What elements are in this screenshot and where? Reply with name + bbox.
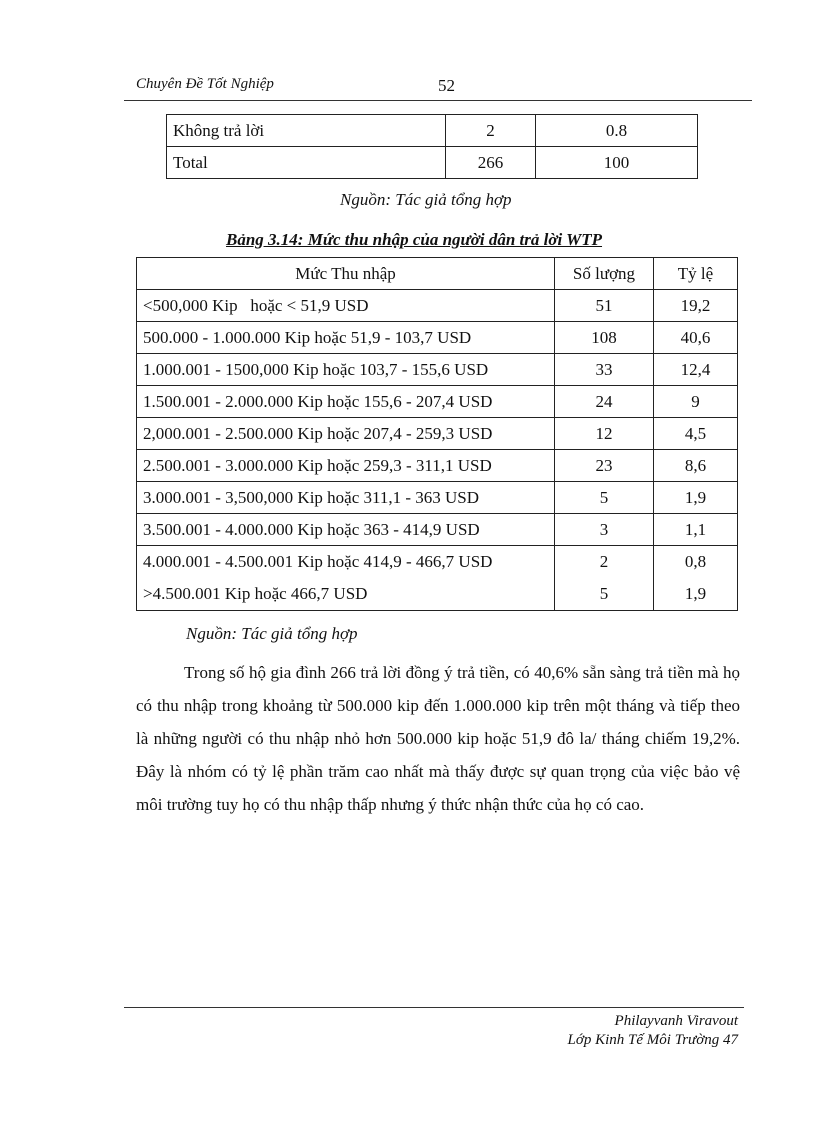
table-row [137,482,738,514]
percent: 12,4 [654,354,738,386]
percent: 9 [654,386,738,418]
table-caption: Bảng 3.14: Mức thu nhập của người dân trả lời WTP [226,230,603,249]
income-level: 3.000.001 - 3,500,000 Kip hoặc 311,1 - 363 USD [137,482,555,514]
table-row [137,450,738,482]
percent: 8,6 [654,450,738,482]
income-level: 2,000.001 - 2.500.000 Kip hoặc 207,4 - 259,3 USD [137,418,555,450]
income-level: 2.500.001 - 3.000.000 Kip hoặc 259,3 - 311,1 USD [137,450,555,482]
header-title: Chuyên Đề Tốt Nghiệp [136,76,274,92]
footer-class: Lớp Kinh Tế Môi Trường 47 [567,1032,738,1048]
percent-cell [654,546,738,611]
row-label: Không trả lời [167,115,446,147]
table-row [137,418,738,450]
percent: 19,2 [654,290,738,322]
footer-author: Philayvanh Viravout [614,1013,738,1029]
count-cell [555,546,654,611]
income-level: <500,000 Kip hoặc < 51,9 USD [137,290,555,322]
income-level: 4.000.001 - 4.500.001 Kip hoặc 414,9 - 466,7 USD [143,552,493,571]
body-paragraph: Trong số hộ gia đình 266 trả lời đồng ý trả tiền, có 40,6% sẵn sàng trả tiền mà họ có thu nhập trong khoảng từ 500.000 kip đến 1.000.000 kip trên một tháng và tiếp theo là những người có thu nhập nhỏ hơn 500.000 kip hoặc 51,9 đô la/ tháng chiếm 19,2%. Đây là nhóm có tỷ lệ phần trăm cao nhất mà thấy được sự quan trọng của việc bảo vệ môi trường tuy họ có thu nhập thấp nhưng ý thức nhận thức của họ có cao. [136,663,740,814]
row-count: 266 [446,147,536,179]
count: 33 [555,354,654,386]
income-level: 500.000 - 1.000.000 Kip hoặc 51,9 - 103,7 USD [137,322,555,354]
table-row [137,290,738,322]
income-table [136,257,738,611]
header-divider [124,100,752,101]
table-row [137,322,738,354]
table-row [137,514,738,546]
percent: 1,9 [654,482,738,514]
count: 3 [555,514,654,546]
previous-table [166,114,698,179]
footer [568,1012,738,1050]
count: 51 [555,290,654,322]
percent: 1,9 [684,584,707,603]
income-level: 1.000.001 - 1500,000 Kip hoặc 103,7 - 155,6 USD [137,354,555,386]
table-header-row [137,258,738,290]
count: 12 [555,418,654,450]
percent: 1,1 [654,514,738,546]
count: 5 [599,584,609,603]
income-level: 1.500.001 - 2.000.000 Kip hoặc 155,6 - 207,4 USD [137,386,555,418]
income-level: >4.500.001 Kip hoặc 466,7 USD [143,584,368,603]
percent: 40,6 [654,322,738,354]
percent: 4,5 [654,418,738,450]
count: 5 [555,482,654,514]
row-percent: 0.8 [536,115,698,147]
footer-divider [124,1007,744,1008]
count: 108 [555,322,654,354]
source-note: Nguồn: Tác giả tổng hợp [186,624,358,643]
count: 24 [555,386,654,418]
table-row [137,386,738,418]
table-row [137,354,738,386]
source-note: Nguồn: Tác giả tổng hợp [340,190,512,209]
header-count: Số lượng [555,258,654,290]
income-level-cell [137,546,555,611]
table-row [167,115,698,147]
header-percent: Tỷ lệ [654,258,738,290]
page-number: 52 [438,76,455,95]
table-row [167,147,698,179]
row-count: 2 [446,115,536,147]
row-label: Total [167,147,446,179]
percent: 0,8 [684,552,707,571]
count: 2 [599,552,609,571]
count: 23 [555,450,654,482]
income-level: 3.500.001 - 4.000.000 Kip hoặc 363 - 414,9 USD [137,514,555,546]
table-row-merged [137,546,738,611]
row-percent: 100 [536,147,698,179]
header-income-level: Mức Thu nhập [137,258,555,290]
